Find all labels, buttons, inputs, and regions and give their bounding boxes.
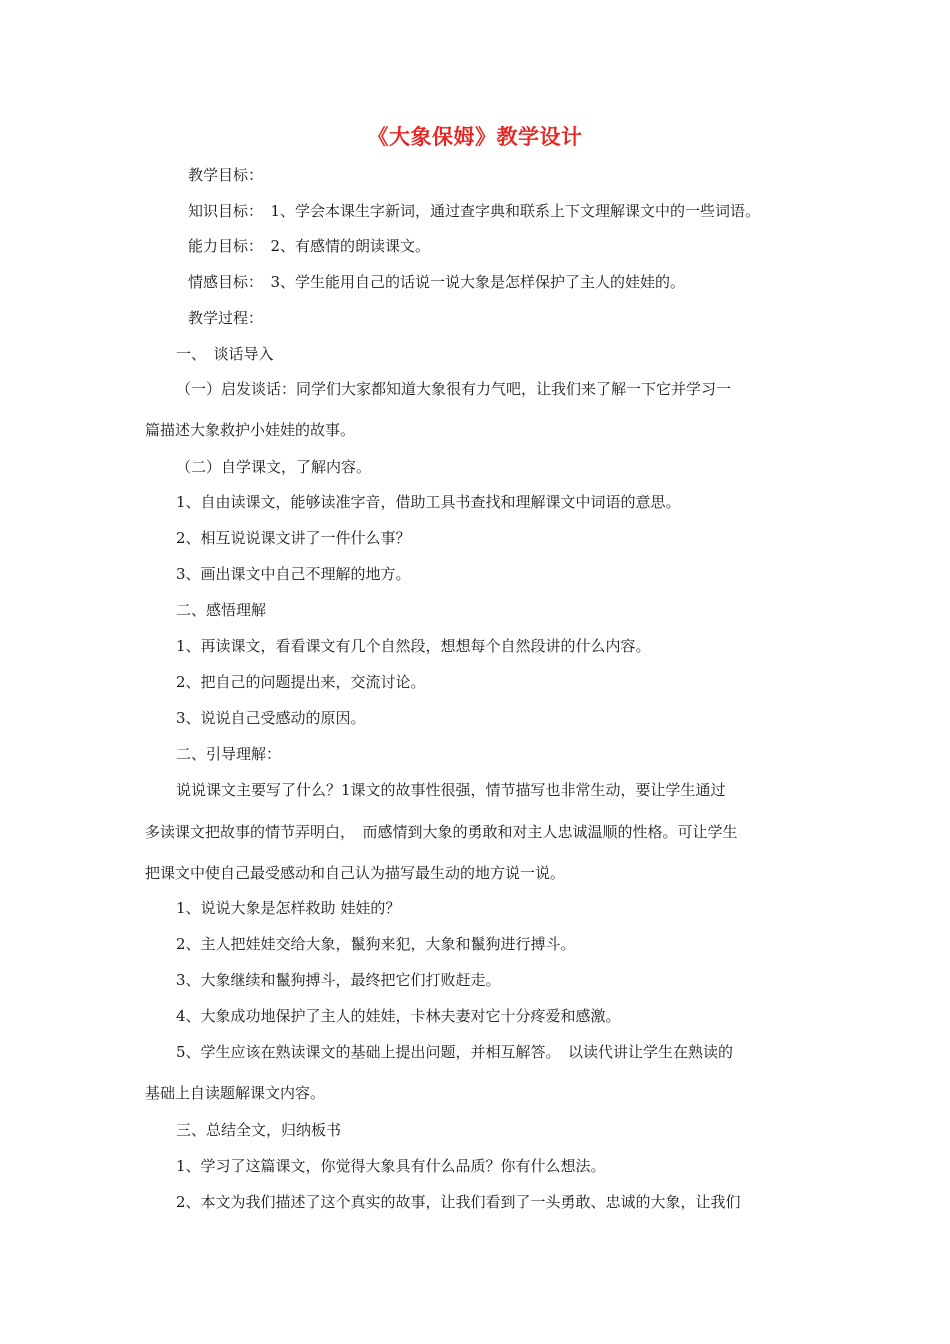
list-item: 1、说说大象是怎样救助 娃娃的？ [176,899,401,917]
list-item: 4、大象成功地保护了主人的娃娃，卡林夫妻对它十分疼爱和感激。 [176,1007,621,1025]
paragraph-line: 篇描述大象救护小娃娃的故事。 [145,421,356,439]
list-item: 3、画出课文中自己不理解的地方。 [176,565,411,583]
paragraph-line: （一）启发谈话：同学们大家都知道大象很有力气吧，让我们来了解一下它并学习一 [176,380,732,398]
list-item: 2、把自己的问题提出来，交流讨论。 [176,673,426,691]
list-item: 2、本文为我们描述了这个真实的故事，让我们看到了一头勇敢、忠诚的大象，让我们 [176,1193,741,1211]
list-item: 1、再读课文，看看课文有几个自然段，想想每个自然段讲的什么内容。 [176,637,651,655]
doc-title: 《大象保姆》教学设计 [367,124,583,149]
list-item: 2、相互说说课文讲了一件什么事？ [176,529,411,547]
section-heading-1: 一、 谈话导入 [176,345,274,363]
list-item: 2、主人把娃娃交给大象，鬣狗来犯，大象和鬣狗进行搏斗。 [176,935,576,953]
line-emotion-goal: 情感目标： 3、学生能用自己的话说一说大象是怎样保护了主人的娃娃的。 [188,273,686,291]
section-heading-3: 二、引导理解： [176,745,282,763]
list-item: 5、学生应该在熟读课文的基础上提出问题，并相互解答。 以读代讲让学生在熟读的 [176,1043,734,1061]
paragraph-line: 基础上自读题解课文内容。 [145,1084,326,1102]
line-teaching-process: 教学过程： [188,309,264,327]
section-heading-2: 二、感悟理解 [176,601,267,619]
paragraph-line: 把课文中使自己最受感动和自己认为描写最生动的地方说一说。 [145,864,566,882]
subsection-heading: （二）自学课文，了解内容。 [176,458,372,476]
paragraph-line: 多读课文把故事的情节弄明白， 而感情到大象的勇敢和对主人忠诚温顺的性格。可让学生 [145,823,738,841]
line-teaching-goals: 教学目标： [188,166,264,184]
line-ability-goal: 能力目标： 2、有感情的朗读课文。 [188,237,431,255]
list-item: 1、学习了这篇课文，你觉得大象具有什么品质？你有什么想法。 [176,1157,606,1175]
paragraph-line: 说说课文主要写了什么？1课文的故事性很强，情节描写也非常生动，要让学生通过 [176,781,726,799]
list-item: 3、说说自己受感动的原因。 [176,709,366,727]
list-item: 3、大象继续和鬣狗搏斗，最终把它们打败赶走。 [176,971,501,989]
line-knowledge-goal: 知识目标： 1、学会本课生字新词，通过查字典和联系上下文理解课文中的一些词语。 [188,202,761,220]
section-heading-4: 三、总结全文，归纳板书 [176,1121,342,1139]
list-item: 1、自由读课文，能够读准字音，借助工具书查找和理解课文中词语的意思。 [176,493,681,511]
